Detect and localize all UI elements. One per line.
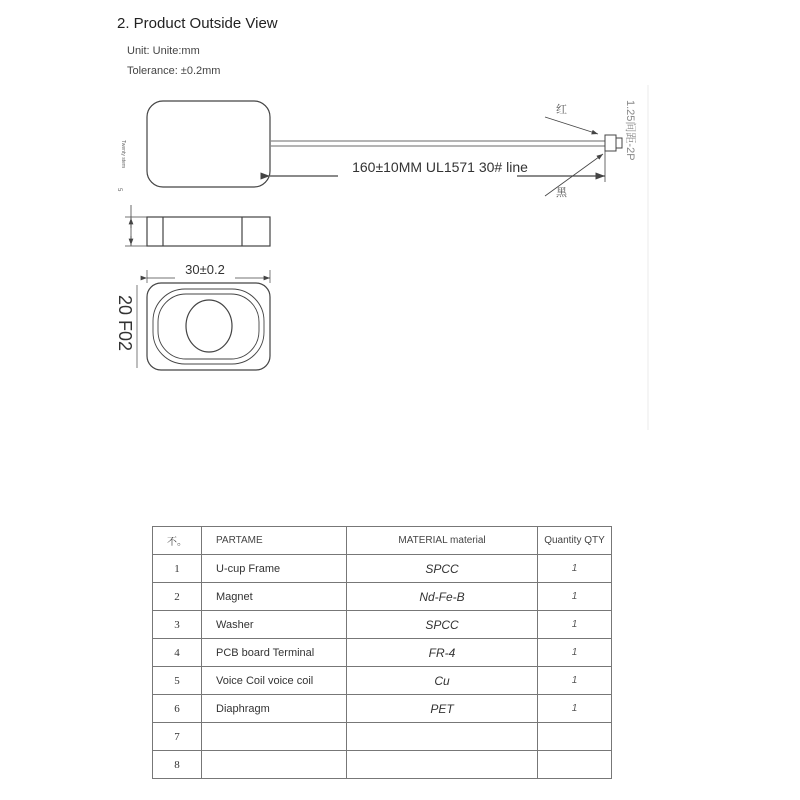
width-dimension: 30±0.2 bbox=[185, 262, 225, 277]
part-name-cell bbox=[202, 723, 347, 751]
side-number: 5 bbox=[116, 188, 122, 192]
header-part: PARTAME bbox=[202, 527, 347, 555]
height-dimension: 20 F02 bbox=[115, 295, 135, 352]
quantity-cell bbox=[538, 723, 612, 751]
part-name-cell: U-cup Frame bbox=[202, 555, 347, 583]
connector bbox=[605, 135, 616, 151]
row-number-cell: 8 bbox=[153, 751, 202, 779]
part-name-cell bbox=[202, 751, 347, 779]
side-label: Twenty stem bbox=[120, 140, 126, 169]
material-cell: SPCC bbox=[347, 555, 538, 583]
table-row bbox=[153, 583, 612, 611]
quantity-cell: 1 bbox=[538, 555, 612, 583]
table-row bbox=[153, 611, 612, 639]
material-cell bbox=[347, 751, 538, 779]
unit-note: Unit: Unite:mm bbox=[127, 45, 200, 57]
row-number-cell: 6 bbox=[153, 695, 202, 723]
table-row bbox=[153, 639, 612, 667]
material-cell: Cu bbox=[347, 667, 538, 695]
material-cell: Nd-Fe-B bbox=[347, 583, 538, 611]
quantity-cell: 1 bbox=[538, 583, 612, 611]
part-name-cell: Voice Coil voice coil bbox=[202, 667, 347, 695]
row-number-cell: 1 bbox=[153, 555, 202, 583]
row-number-cell: 2 bbox=[153, 583, 202, 611]
section-heading: 2. Product Outside View bbox=[117, 15, 278, 32]
part-name-cell: Washer bbox=[202, 611, 347, 639]
part-name-cell: Magnet bbox=[202, 583, 347, 611]
table-row bbox=[153, 723, 612, 751]
table-row bbox=[153, 555, 612, 583]
table-row bbox=[153, 667, 612, 695]
parts-table bbox=[152, 526, 612, 779]
connector-spec-label: 1.25间距-2P bbox=[624, 100, 636, 161]
header-no: 不。 bbox=[153, 527, 202, 555]
wire-length-label: 160±10MM UL1571 30# line bbox=[352, 159, 528, 175]
quantity-cell: 1 bbox=[538, 639, 612, 667]
part-name-cell: Diaphragm bbox=[202, 695, 347, 723]
row-number-cell: 5 bbox=[153, 667, 202, 695]
table-row bbox=[153, 751, 612, 779]
header-material: MATERIAL material bbox=[347, 527, 538, 555]
black-wire-label: 黑 bbox=[556, 187, 567, 199]
speaker-top-view bbox=[147, 101, 270, 187]
quantity-cell: 1 bbox=[538, 695, 612, 723]
speaker-side-view bbox=[147, 217, 270, 246]
row-number-cell: 4 bbox=[153, 639, 202, 667]
material-cell bbox=[347, 723, 538, 751]
material-cell: SPCC bbox=[347, 611, 538, 639]
speaker-cone bbox=[186, 300, 232, 352]
row-number-cell: 7 bbox=[153, 723, 202, 751]
red-wire-label: 红 bbox=[556, 104, 567, 116]
table-header-row bbox=[153, 527, 612, 555]
quantity-cell: 1 bbox=[538, 667, 612, 695]
row-number-cell: 3 bbox=[153, 611, 202, 639]
table-row bbox=[153, 695, 612, 723]
tolerance-note: Tolerance: ±0.2mm bbox=[127, 65, 221, 77]
quantity-cell bbox=[538, 751, 612, 779]
header-qty: Quantity QTY bbox=[538, 527, 612, 555]
part-name-cell: PCB board Terminal bbox=[202, 639, 347, 667]
material-cell: PET bbox=[347, 695, 538, 723]
quantity-cell: 1 bbox=[538, 611, 612, 639]
material-cell: FR-4 bbox=[347, 639, 538, 667]
